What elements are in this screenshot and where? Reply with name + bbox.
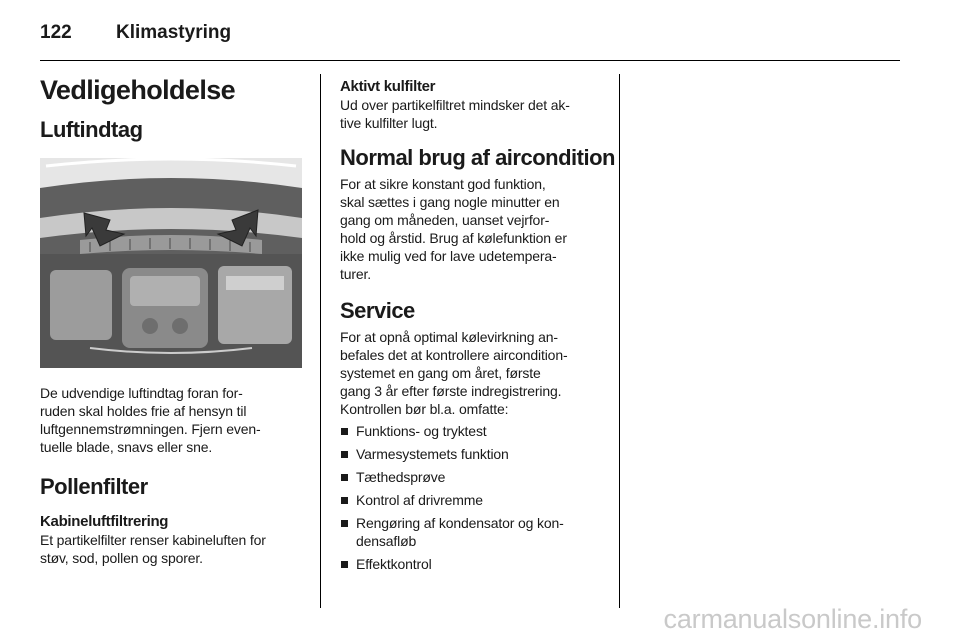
carbon-filter-title: Aktivt kulfilter: [340, 78, 436, 95]
list-item: Tæthedsprøve: [340, 468, 606, 486]
chapter-title: Klimastyring: [116, 22, 232, 43]
column-divider: [320, 74, 321, 608]
intake-paragraph: De udvendige luftindtag foran for- ruden skal holdes frie af hensyn til luftgennemstrømningen. Fjern even- tuelle blade, snavs eller sne.: [40, 385, 261, 455]
left-column: [40, 74, 310, 567]
section-title: Vedligeholdelse: [40, 75, 236, 105]
middle-column: [340, 78, 615, 578]
list-item: Varmesystemets funktion: [340, 445, 606, 463]
list-item: Rengøring af kondensator og kon- densafløb: [340, 514, 606, 550]
service-checklist: [340, 422, 606, 573]
header-divider: [40, 60, 900, 61]
list-item: Effektkontrol: [340, 555, 606, 573]
ac-title: Normal brug af aircondition: [340, 145, 615, 170]
bullet-icon: [341, 451, 348, 458]
bullet-icon: [341, 474, 348, 481]
bullet-icon: [341, 428, 348, 435]
pollen-filter-title: Pollenfilter: [40, 474, 148, 499]
engine-bay-drawing: [40, 158, 302, 368]
page-header: [40, 18, 900, 58]
service-title: Service: [340, 298, 415, 323]
column-divider-right: [619, 74, 620, 608]
subsection-title: Luftindtag: [40, 117, 143, 142]
service-paragraph: For at opnå optimal kølevirkning an- befales det at kontrollere aircondition- systemet en gang om året, første gang 3 år efter første indregistrering. Kontrollen bør bl.a. omfatte:: [340, 329, 568, 417]
engine-bay-illustration: [40, 158, 302, 368]
cabin-filter-title: Kabineluftfiltrering: [40, 513, 169, 530]
site-watermark: carmanualsonline.info: [663, 604, 922, 634]
cabin-filter-paragraph: Et partikelfilter renser kabineluften for støv, sod, pollen og sporer.: [40, 532, 266, 566]
page-number: 122: [40, 22, 72, 43]
list-item: Kontrol af drivremme: [340, 491, 606, 509]
bullet-icon: [341, 520, 348, 527]
ac-paragraph: For at sikre konstant god funktion, skal sættes i gang nogle minutter en gang om måneden, uanset vejrfor- hold og årstid. Brug af kølefunktion er ikke mulig ved for lave udetempera- turer.: [340, 176, 567, 282]
bullet-icon: [341, 497, 348, 504]
bullet-icon: [341, 561, 348, 568]
list-item: Funktions- og tryktest: [340, 422, 606, 440]
carbon-filter-paragraph: Ud over partikelfiltret mindsker det ak- tive kulfilter lugt.: [340, 97, 570, 131]
